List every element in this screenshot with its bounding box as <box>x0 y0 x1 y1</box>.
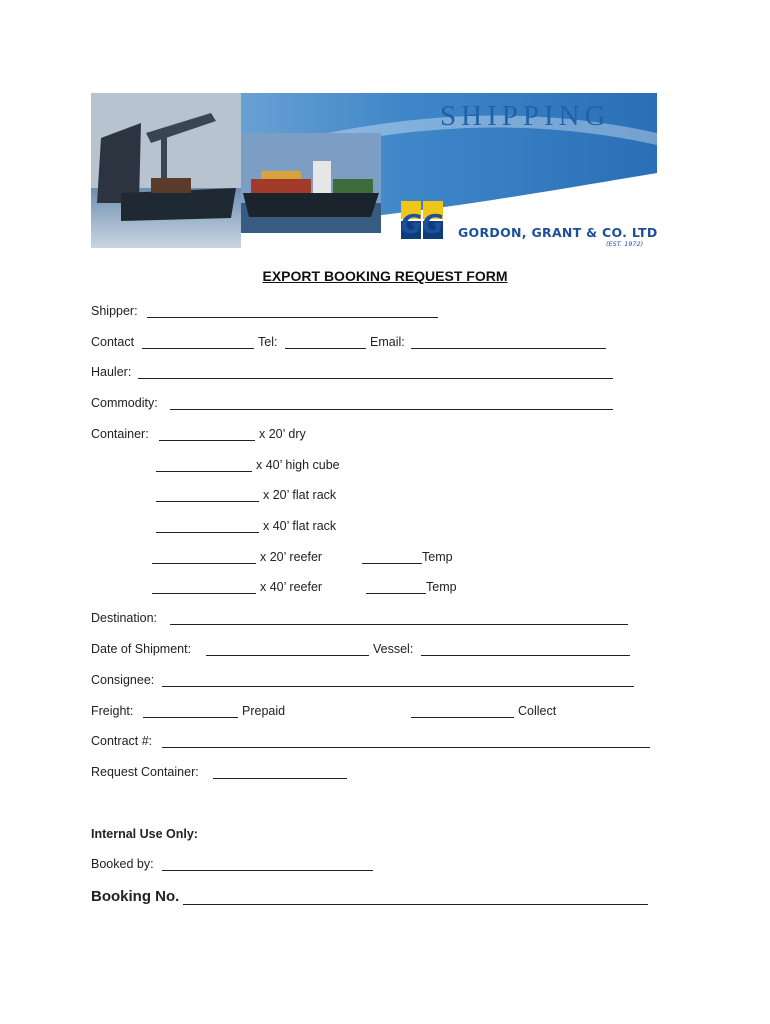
svg-text:GG: GG <box>400 210 444 240</box>
container-20-dry-label: x 20’ dry <box>259 427 306 441</box>
prepaid-label: Prepaid <box>242 704 286 718</box>
shipper-field[interactable] <box>147 317 438 318</box>
tel-field[interactable] <box>285 348 366 349</box>
vessel-field[interactable] <box>421 655 630 656</box>
contract-label: Contract #: <box>91 734 153 748</box>
contact-field[interactable] <box>142 348 254 349</box>
request-container-label: Request Container: <box>91 765 199 779</box>
tel-label: Tel: <box>258 335 278 349</box>
container-20-flat-field[interactable] <box>156 501 259 502</box>
internal-use-heading: Internal Use Only: <box>91 827 198 841</box>
consignee-field[interactable] <box>162 686 634 687</box>
freight-collect-field[interactable] <box>411 717 514 718</box>
container-40-reefer-field[interactable] <box>152 593 256 594</box>
date-of-shipment-field[interactable] <box>206 655 369 656</box>
booking-no-field[interactable] <box>183 904 648 905</box>
email-label: Email: <box>370 335 405 349</box>
hauler-label: Hauler: <box>91 365 132 379</box>
contract-field[interactable] <box>162 747 650 748</box>
hauler-field[interactable] <box>138 378 613 379</box>
email-field[interactable] <box>411 348 606 349</box>
container-20-reefer-field[interactable] <box>152 563 256 564</box>
vessel-label: Vessel: <box>373 642 414 656</box>
container-20-reefer-label: x 20’ reefer <box>260 550 323 564</box>
temp-40-reefer-field[interactable] <box>366 593 426 594</box>
booked-by-field[interactable] <box>162 870 373 871</box>
destination-label: Destination: <box>91 611 158 625</box>
company-established: (EST. 1972) <box>606 240 644 248</box>
commodity-field[interactable] <box>170 409 613 410</box>
container-20-flat-label: x 20’ flat rack <box>263 488 337 502</box>
temp-40-reefer-label: Temp <box>426 580 457 594</box>
freight-prepaid-field[interactable] <box>143 717 238 718</box>
consignee-label: Consignee: <box>91 673 155 687</box>
booked-by-label: Booked by: <box>91 857 154 871</box>
company-name: GORDON, GRANT & CO. LTD <box>458 225 658 240</box>
container-40-reefer-label: x 40’ reefer <box>260 580 323 594</box>
temp-20-reefer-label: Temp <box>422 550 453 564</box>
commodity-label: Commodity: <box>91 396 158 410</box>
container-40-hc-field[interactable] <box>156 471 252 472</box>
banner-title: SHIPPING <box>440 100 611 132</box>
freight-label: Freight: <box>91 704 134 718</box>
request-container-field[interactable] <box>213 778 347 779</box>
container-40-flat-label: x 40’ flat rack <box>263 519 337 533</box>
port-photo <box>91 93 241 248</box>
shipper-label: Shipper: <box>91 304 138 318</box>
container-20-dry-field[interactable] <box>159 440 255 441</box>
contact-label: Contact <box>91 335 135 349</box>
container-40-hc-label: x 40’ high cube <box>256 458 340 472</box>
date-of-shipment-label: Date of Shipment: <box>91 642 192 656</box>
container-40-flat-field[interactable] <box>156 532 259 533</box>
container-label: Container: <box>91 427 149 441</box>
ship-photo <box>241 133 381 233</box>
collect-label: Collect <box>518 704 557 718</box>
booking-no-label: Booking No. <box>91 888 180 905</box>
temp-20-reefer-field[interactable] <box>362 563 422 564</box>
destination-field[interactable] <box>170 624 628 625</box>
form-title: EXPORT BOOKING REQUEST FORM <box>262 268 508 284</box>
